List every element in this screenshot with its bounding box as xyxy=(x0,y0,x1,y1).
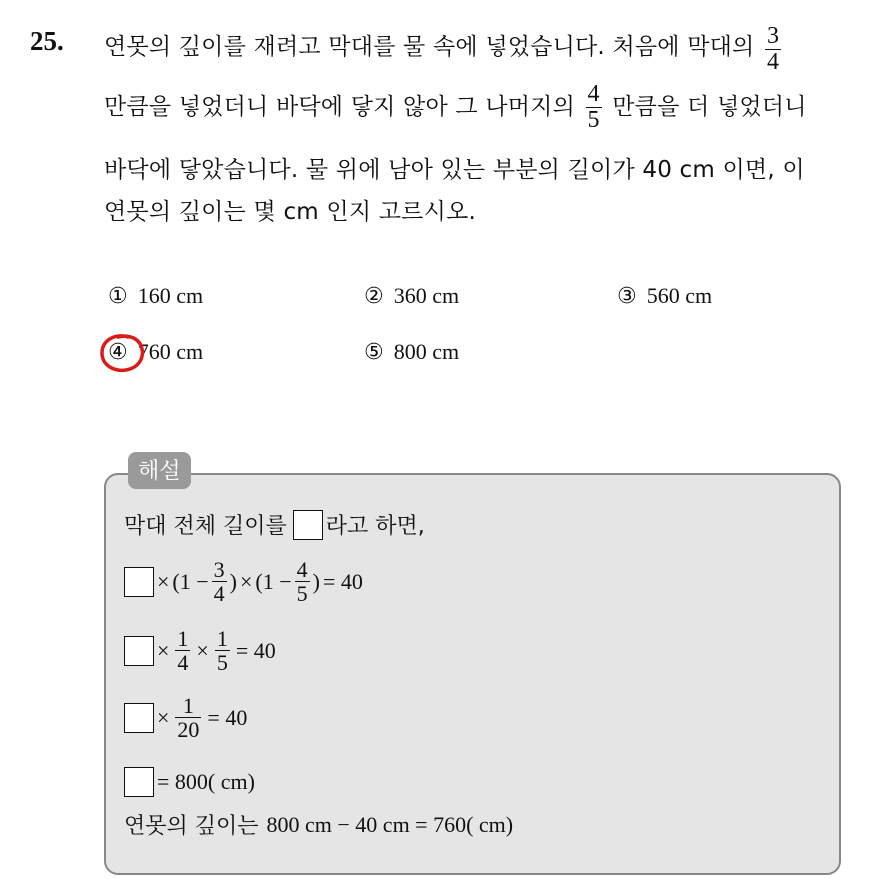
times-sign: × xyxy=(239,568,253,594)
question-line-2 xyxy=(104,82,807,133)
choice-marker: ⑤ xyxy=(364,340,384,365)
question-text-2b: 만큼을 더 넣었더니 xyxy=(612,94,807,121)
question-text-1: 연못의 깊이를 재려고 막대를 물 속에 넣었습니다. 처음에 막대의 xyxy=(104,34,755,61)
fraction-numerator: 3 xyxy=(766,23,780,49)
fraction-four-fifths xyxy=(295,558,310,605)
choice-value: 360 cm xyxy=(393,283,460,308)
final-expression: 800 cm − 40 cm = 760( cm) xyxy=(266,811,514,837)
question-number: 25. xyxy=(30,26,64,56)
times-sign: × xyxy=(196,637,209,663)
question-line-4: 연못의 깊이는 몇 cm 인지 고르시오. xyxy=(104,199,476,225)
solution-intro xyxy=(124,509,425,540)
fraction-denominator: 5 xyxy=(587,107,600,134)
paren-open: (1 − xyxy=(255,568,292,594)
fraction-four-fifths xyxy=(586,82,602,133)
equation-4 xyxy=(124,767,258,797)
unknown-box xyxy=(293,510,323,540)
choice-marker: ④ xyxy=(108,340,128,365)
paren-close: ) xyxy=(312,568,320,594)
paren-open: (1 − xyxy=(172,568,209,594)
fraction-numerator: 1 xyxy=(216,626,228,651)
solution-intro-text-2: 라고 하면, xyxy=(325,514,425,539)
choice-value: 760 cm xyxy=(137,339,204,364)
choice-3[interactable] xyxy=(617,283,712,309)
fraction-numerator: 1 xyxy=(182,693,194,718)
choice-2[interactable] xyxy=(364,283,459,309)
fraction-one-fifth xyxy=(215,627,230,674)
choice-1[interactable] xyxy=(108,283,203,309)
paren-close: ) xyxy=(229,568,237,594)
question-line-3: 바닥에 닿았습니다. 물 위에 남아 있는 부분의 길이가 40 cm 이면, 이 xyxy=(104,157,805,183)
equation-2 xyxy=(124,627,279,674)
choice-5[interactable] xyxy=(364,339,459,365)
solution-tag: 해설 xyxy=(128,452,191,489)
equation-rhs: = 40 xyxy=(235,637,276,663)
fraction-numerator: 4 xyxy=(587,81,600,107)
choice-value: 800 cm xyxy=(393,339,460,364)
unknown-box xyxy=(124,703,154,733)
equation-rhs: = 40 xyxy=(207,704,248,730)
final-label: 연못의 깊이는 xyxy=(124,814,259,839)
choice-marker: ② xyxy=(364,284,384,309)
choice-value: 560 cm xyxy=(646,283,713,308)
fraction-three-quarters xyxy=(212,558,227,605)
times-sign: × xyxy=(157,568,170,594)
unknown-box xyxy=(124,767,154,797)
fraction-numerator: 1 xyxy=(177,626,189,651)
times-sign: × xyxy=(157,704,170,730)
fraction-one-twentieth xyxy=(175,694,201,741)
fraction-numerator: 3 xyxy=(213,557,225,582)
choice-value: 160 cm xyxy=(137,283,204,308)
choice-marker: ① xyxy=(108,284,128,309)
fraction-numerator: 4 xyxy=(296,557,308,582)
fraction-denominator: 4 xyxy=(766,49,780,76)
equation-rhs: = 40 xyxy=(322,568,363,594)
fraction-denominator: 5 xyxy=(296,581,308,607)
answer-circle-icon xyxy=(98,331,148,375)
unknown-box xyxy=(124,567,154,597)
times-sign: × xyxy=(157,637,170,663)
solution-final xyxy=(124,809,513,840)
equation-1 xyxy=(124,558,366,605)
fraction-denominator: 20 xyxy=(177,717,200,743)
fraction-three-quarters xyxy=(765,24,781,75)
fraction-denominator: 4 xyxy=(213,581,225,607)
fraction-denominator: 4 xyxy=(177,650,189,676)
solution-intro-text: 막대 전체 길이를 xyxy=(124,514,287,539)
unknown-box xyxy=(124,636,154,666)
choice-marker: ③ xyxy=(617,284,637,309)
fraction-one-quarter xyxy=(175,627,190,674)
fraction-denominator: 5 xyxy=(216,650,228,676)
equation-3 xyxy=(124,694,250,741)
equation-rhs: = 800( cm) xyxy=(157,769,255,794)
question-line-1 xyxy=(104,22,784,76)
question-text-2a: 만큼을 넣었더니 바닥에 닿지 않아 그 나머지의 xyxy=(104,94,576,121)
